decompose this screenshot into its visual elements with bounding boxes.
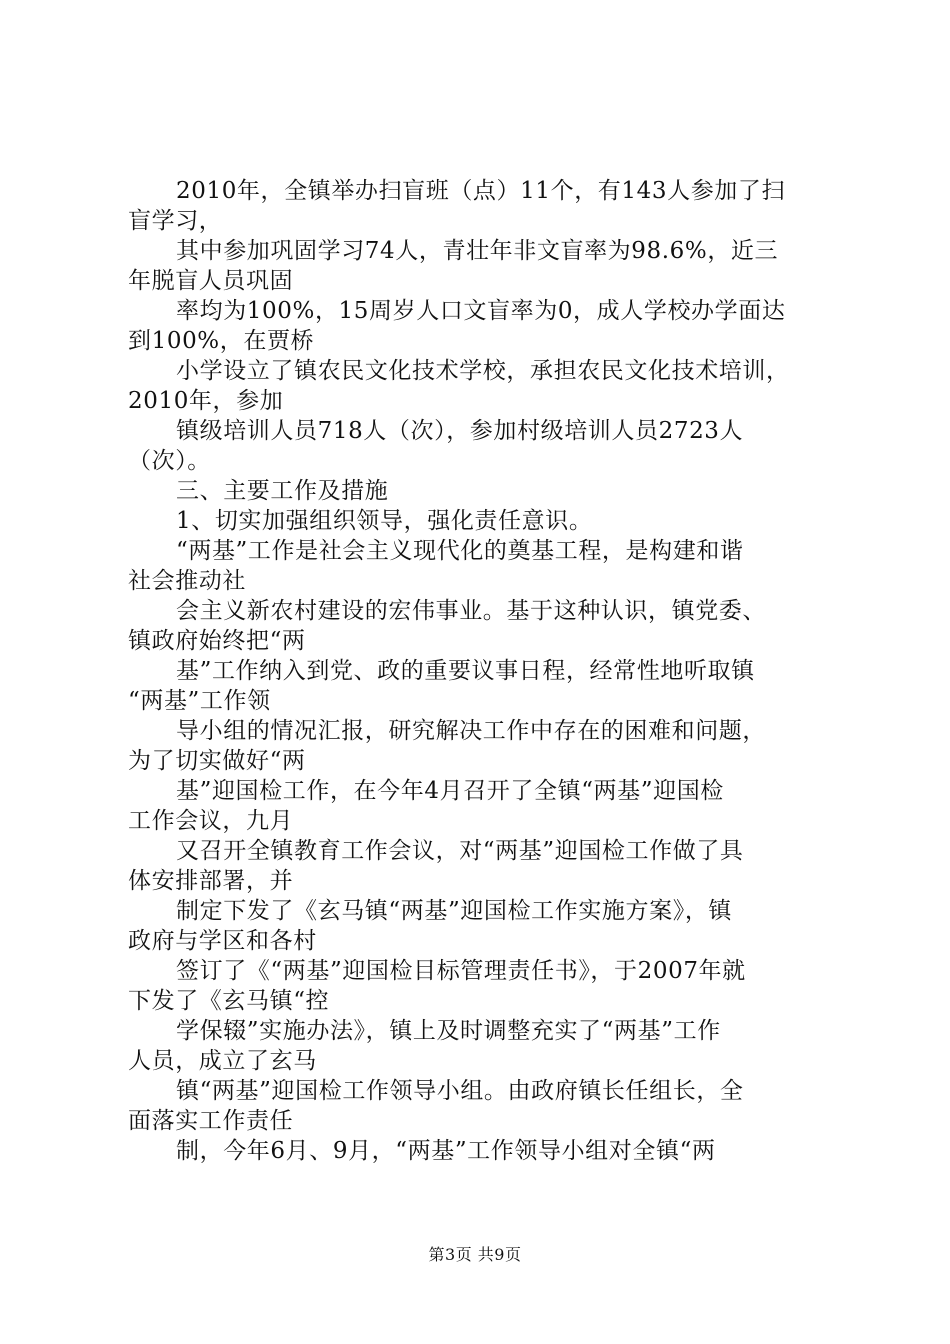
paragraph bbox=[128, 596, 838, 656]
paragraph-line: 又召开全镇教育工作会议，对“两基”迎国检工作做了具 bbox=[176, 838, 744, 864]
paragraph bbox=[128, 896, 838, 956]
paragraph-line: （次）。 bbox=[128, 448, 211, 474]
paragraph-line: 社会推动社 bbox=[128, 568, 246, 594]
paragraph-line: 镇政府始终把“两 bbox=[128, 628, 306, 654]
paragraph bbox=[128, 776, 838, 836]
paragraph bbox=[128, 296, 838, 356]
paragraph-line: 体安排部署，并 bbox=[128, 868, 294, 894]
paragraph-line: 率均为100%，15周岁人口文盲率为0，成人学校办学面达 bbox=[176, 298, 786, 324]
paragraph-line: 盲学习， bbox=[128, 208, 223, 234]
paragraph bbox=[128, 356, 838, 416]
paragraph-line: 学保辍”实施办法》，镇上及时调整充实了“两基”工作 bbox=[176, 1018, 721, 1044]
paragraph bbox=[128, 536, 838, 596]
paragraph bbox=[128, 656, 838, 716]
paragraph-line: 镇“两基”迎国检工作领导小组。由政府镇长任组长，全 bbox=[176, 1078, 744, 1104]
paragraph-line: 签订了《“两基”迎国检目标管理责任书》，于2007年就 bbox=[176, 958, 746, 984]
paragraph bbox=[128, 236, 838, 296]
document-body bbox=[128, 176, 838, 1166]
paragraph bbox=[128, 1076, 838, 1136]
section-heading: 三、主要工作及措施 bbox=[176, 478, 389, 504]
paragraph-line: 2010年，参加 bbox=[128, 388, 284, 414]
paragraph-line: 其中参加巩固学习74人，青壮年非文盲率为98.6%，近三 bbox=[176, 238, 779, 264]
paragraph-line: 面落实工作责任 bbox=[128, 1108, 294, 1134]
paragraph-line: 工作会议，九月 bbox=[128, 808, 294, 834]
page-number-footer: 第3页 共9页 bbox=[428, 1245, 522, 1264]
subsection-heading: 1、切实加强组织领导，强化责任意识。 bbox=[176, 508, 593, 534]
paragraph-line: 基”迎国检工作，在今年4月召开了全镇“两基”迎国检 bbox=[176, 778, 724, 804]
paragraph-line: 基”工作纳入到党、政的重要议事日程，经常性地听取镇 bbox=[176, 658, 755, 684]
paragraph bbox=[128, 956, 838, 1016]
paragraph-line: 镇级培训人员718人（次），参加村级培训人员2723人 bbox=[176, 418, 744, 444]
paragraph-line: “两基”工作领 bbox=[128, 688, 271, 714]
paragraph-line: 到100%，在贾桥 bbox=[128, 328, 315, 354]
paragraph bbox=[128, 836, 838, 896]
paragraph-line: 政府与学区和各村 bbox=[128, 928, 317, 954]
paragraph-line: 下发了《玄马镇“控 bbox=[128, 988, 330, 1014]
paragraph-line: 2010年，全镇举办扫盲班（点）11个，有143人参加了扫 bbox=[176, 178, 786, 204]
paragraph bbox=[128, 716, 838, 776]
paragraph-line: 为了切实做好“两 bbox=[128, 748, 306, 774]
paragraph-line: “两基”工作是社会主义现代化的奠基工程，是构建和谐 bbox=[176, 538, 744, 564]
paragraph-line: 会主义新农村建设的宏伟事业。基于这种认识，镇党委、 bbox=[176, 598, 766, 624]
paragraph-line: 人员，成立了玄马 bbox=[128, 1048, 317, 1074]
paragraph-line: 导小组的情况汇报，研究解决工作中存在的困难和问题， bbox=[176, 718, 766, 744]
paragraph-line: 小学设立了镇农民文化技术学校，承担农民文化技术培训， bbox=[176, 358, 790, 384]
paragraph-line: 年脱盲人员巩固 bbox=[128, 268, 294, 294]
paragraph bbox=[128, 1016, 838, 1076]
paragraph bbox=[128, 176, 838, 236]
paragraph-line: 制定下发了《玄马镇“两基”迎国检工作实施方案》，镇 bbox=[176, 898, 733, 924]
paragraph bbox=[128, 416, 838, 476]
paragraph-line: 制，今年6月、9月，“两基”工作领导小组对全镇“两 bbox=[176, 1138, 716, 1164]
